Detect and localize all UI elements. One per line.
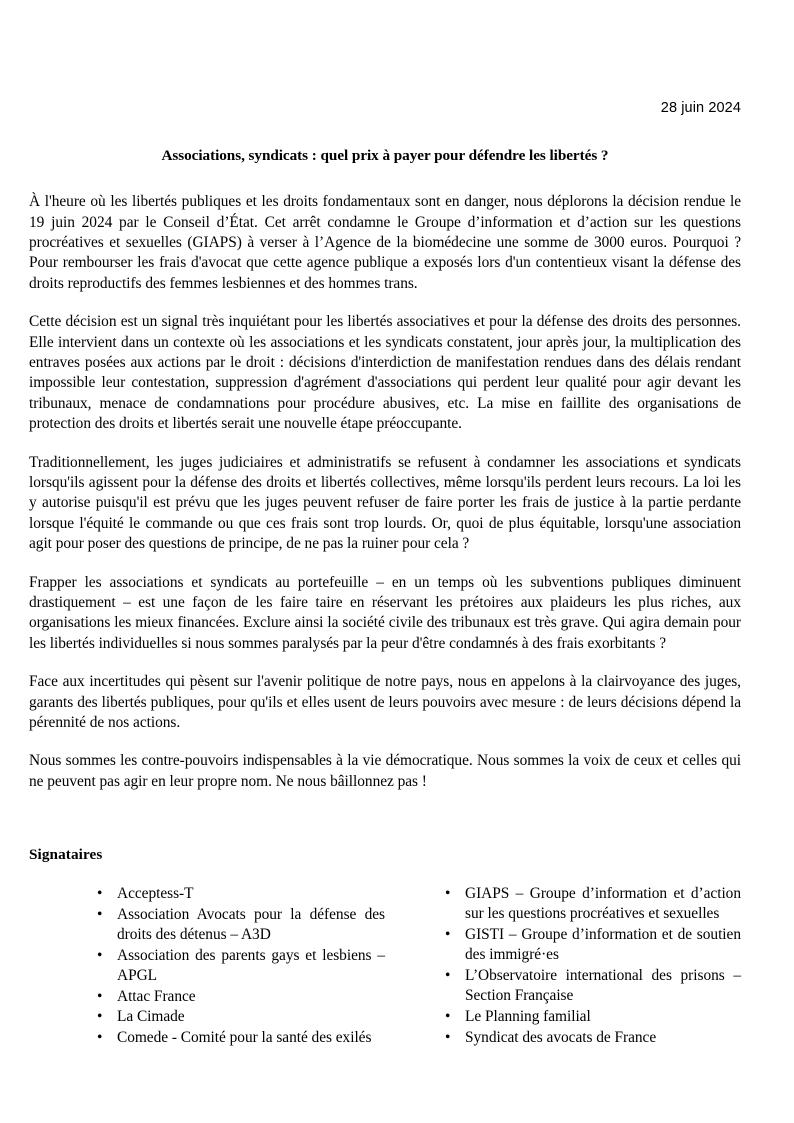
paragraph-spacer bbox=[29, 294, 741, 312]
list-item-label: La Cimade bbox=[117, 1008, 185, 1026]
list-item-label: Comede - Comité pour la santé des exilés bbox=[117, 1029, 372, 1046]
page-title: Associations, syndicats : quel prix à payer pour défendre les libertés ? bbox=[161, 147, 609, 165]
paragraph-4: Frapper les associations et syndicats au portefeuille – en un temps où les subventions publiques diminuent drastiquement – est une façon de les faire taire en réservant les prétoires aux plaideurs les plus riches, aux organisations les mieux financées. Exclure ainsi la société civile des tribunaux est très grave. Qui agira demain pour les libertés individuelles si nous sommes paralysés par la peur d'être condamnés à des frais exorbitants ? bbox=[29, 573, 741, 652]
list-item-label: Syndicat des avocats de France bbox=[465, 1028, 657, 1046]
paragraph-2: Cette décision est un signal très inquiétant pour les libertés associatives et pour la défense des droits des personnes. Elle intervient dans un contexte où les associations et les syndicats constatent, jour après jour, la multiplication des entraves posées aux actions par le droit : décisions d'interdiction de manifestation rendues dans des délais rendant impossible leur contestation, suppression d'agrément d'associations qui perdent leur qualité pour agir devant les tribunaux, menace de condamnations pour procédure abusives, etc. La mise en faillite des organisations de protection des droits et libertés serait une nouvelle étape préoccupante. bbox=[29, 313, 741, 433]
list-item bbox=[445, 1028, 741, 1048]
signatories-columns bbox=[29, 884, 741, 1048]
bullet-icon: • bbox=[97, 1029, 103, 1046]
list-item bbox=[97, 1028, 385, 1048]
signatories-column-left bbox=[29, 884, 385, 1048]
paragraph-3: Traditionnellement, les juges judiciaires et administratifs se refusent à condamner les associations et syndicats lorsqu'ils agissent pour la défense des droits et libertés collectives, même lorsqu'ils perdent leurs recours. La loi les y autorise puisqu'il est prévu que les juges peuvent refuser de faire porter les frais de justice à la partie perdante lorsque l'équité le commande ou que ces frais sont trop lourds. Or, quoi de plus équitable, lorsqu'une association agit pour poser des questions de principe, de ne pas la ruiner pour cela ? bbox=[29, 453, 741, 553]
list-item bbox=[445, 884, 741, 924]
list-item-label: GIAPS – Groupe d’information et d’action sur les questions procréatives et sexuelles bbox=[465, 885, 741, 923]
list-item-label: Attac France bbox=[117, 987, 196, 1005]
list-item bbox=[445, 966, 741, 1006]
bullet-icon: • bbox=[445, 966, 451, 984]
signatories-list-left bbox=[79, 884, 385, 1048]
list-item-label: Le Planning familial bbox=[465, 1007, 591, 1025]
paragraph-1: À l'heure où les libertés publiques et les droits fondamentaux sont en danger, nous déplorons la décision rendue le 19 juin 2024 par le Conseil d’État. Cet arrêt condamne le Groupe d’information et d’action sur les questions procréatives et sexuelles (GIAPS) à verser à l’Agence de la biomédecine une somme de 3000 euros. Pourquoi ? Pour rembourser les frais d'avocat que cette agence publique a exposés lors d'un contentieux visant la défense des droits reproductifs des femmes lesbiennes et des hommes trans. bbox=[29, 193, 741, 292]
bullet-icon: • bbox=[445, 885, 451, 903]
list-item-label: GISTI – Groupe d’information et de soutien des immigré·es bbox=[465, 926, 741, 964]
bullet-icon: • bbox=[97, 1008, 103, 1026]
list-item bbox=[97, 905, 385, 945]
list-item bbox=[445, 1007, 741, 1027]
bullet-icon: • bbox=[97, 987, 103, 1005]
paragraph-spacer bbox=[29, 733, 741, 751]
paragraph-spacer bbox=[29, 555, 741, 573]
paragraph-spacer bbox=[29, 654, 741, 672]
bullet-icon: • bbox=[97, 905, 103, 923]
list-item-label: Association Avocats pour la défense des droits des détenus – A3D bbox=[117, 905, 385, 944]
document-content bbox=[29, 0, 741, 1049]
bullet-icon: • bbox=[445, 926, 451, 944]
paragraph-6: Nous sommes les contre-pouvoirs indispensables à la vie démocratique. Nous sommes la voix de ceux et celles qui ne peuvent pas agir en leur propre nom. Ne nous bâillonnez pas ! bbox=[29, 752, 741, 790]
signatories-list-right bbox=[427, 884, 741, 1047]
signatories-column-right bbox=[385, 884, 741, 1048]
list-item bbox=[97, 1007, 385, 1027]
list-item-label: L’Observatoire international des prisons – Section Française bbox=[465, 966, 741, 1005]
list-item bbox=[445, 925, 741, 965]
list-item-label: Association des parents gays et lesbiens – APGL bbox=[117, 946, 385, 984]
list-item-label: Acceptess-T bbox=[117, 885, 194, 903]
list-item bbox=[97, 946, 385, 986]
paragraph-spacer bbox=[29, 435, 741, 453]
bullet-icon: • bbox=[97, 946, 103, 964]
signatories-heading: Signataires bbox=[29, 846, 103, 864]
bullet-icon: • bbox=[445, 1028, 451, 1046]
document-date: 28 juin 2024 bbox=[660, 100, 741, 116]
paragraph-5: Face aux incertitudes qui pèsent sur l'avenir politique de notre pays, nous en appelons à la clairvoyance des juges, garants des libertés publiques, pour qu'ils et elles usent de leurs pouvoirs avec mesure : de leurs décisions dépend la pérennité de nos actions. bbox=[29, 673, 741, 732]
bullet-icon: • bbox=[97, 885, 103, 903]
bullet-icon: • bbox=[445, 1007, 451, 1025]
list-item bbox=[97, 884, 385, 904]
list-item bbox=[97, 987, 385, 1007]
